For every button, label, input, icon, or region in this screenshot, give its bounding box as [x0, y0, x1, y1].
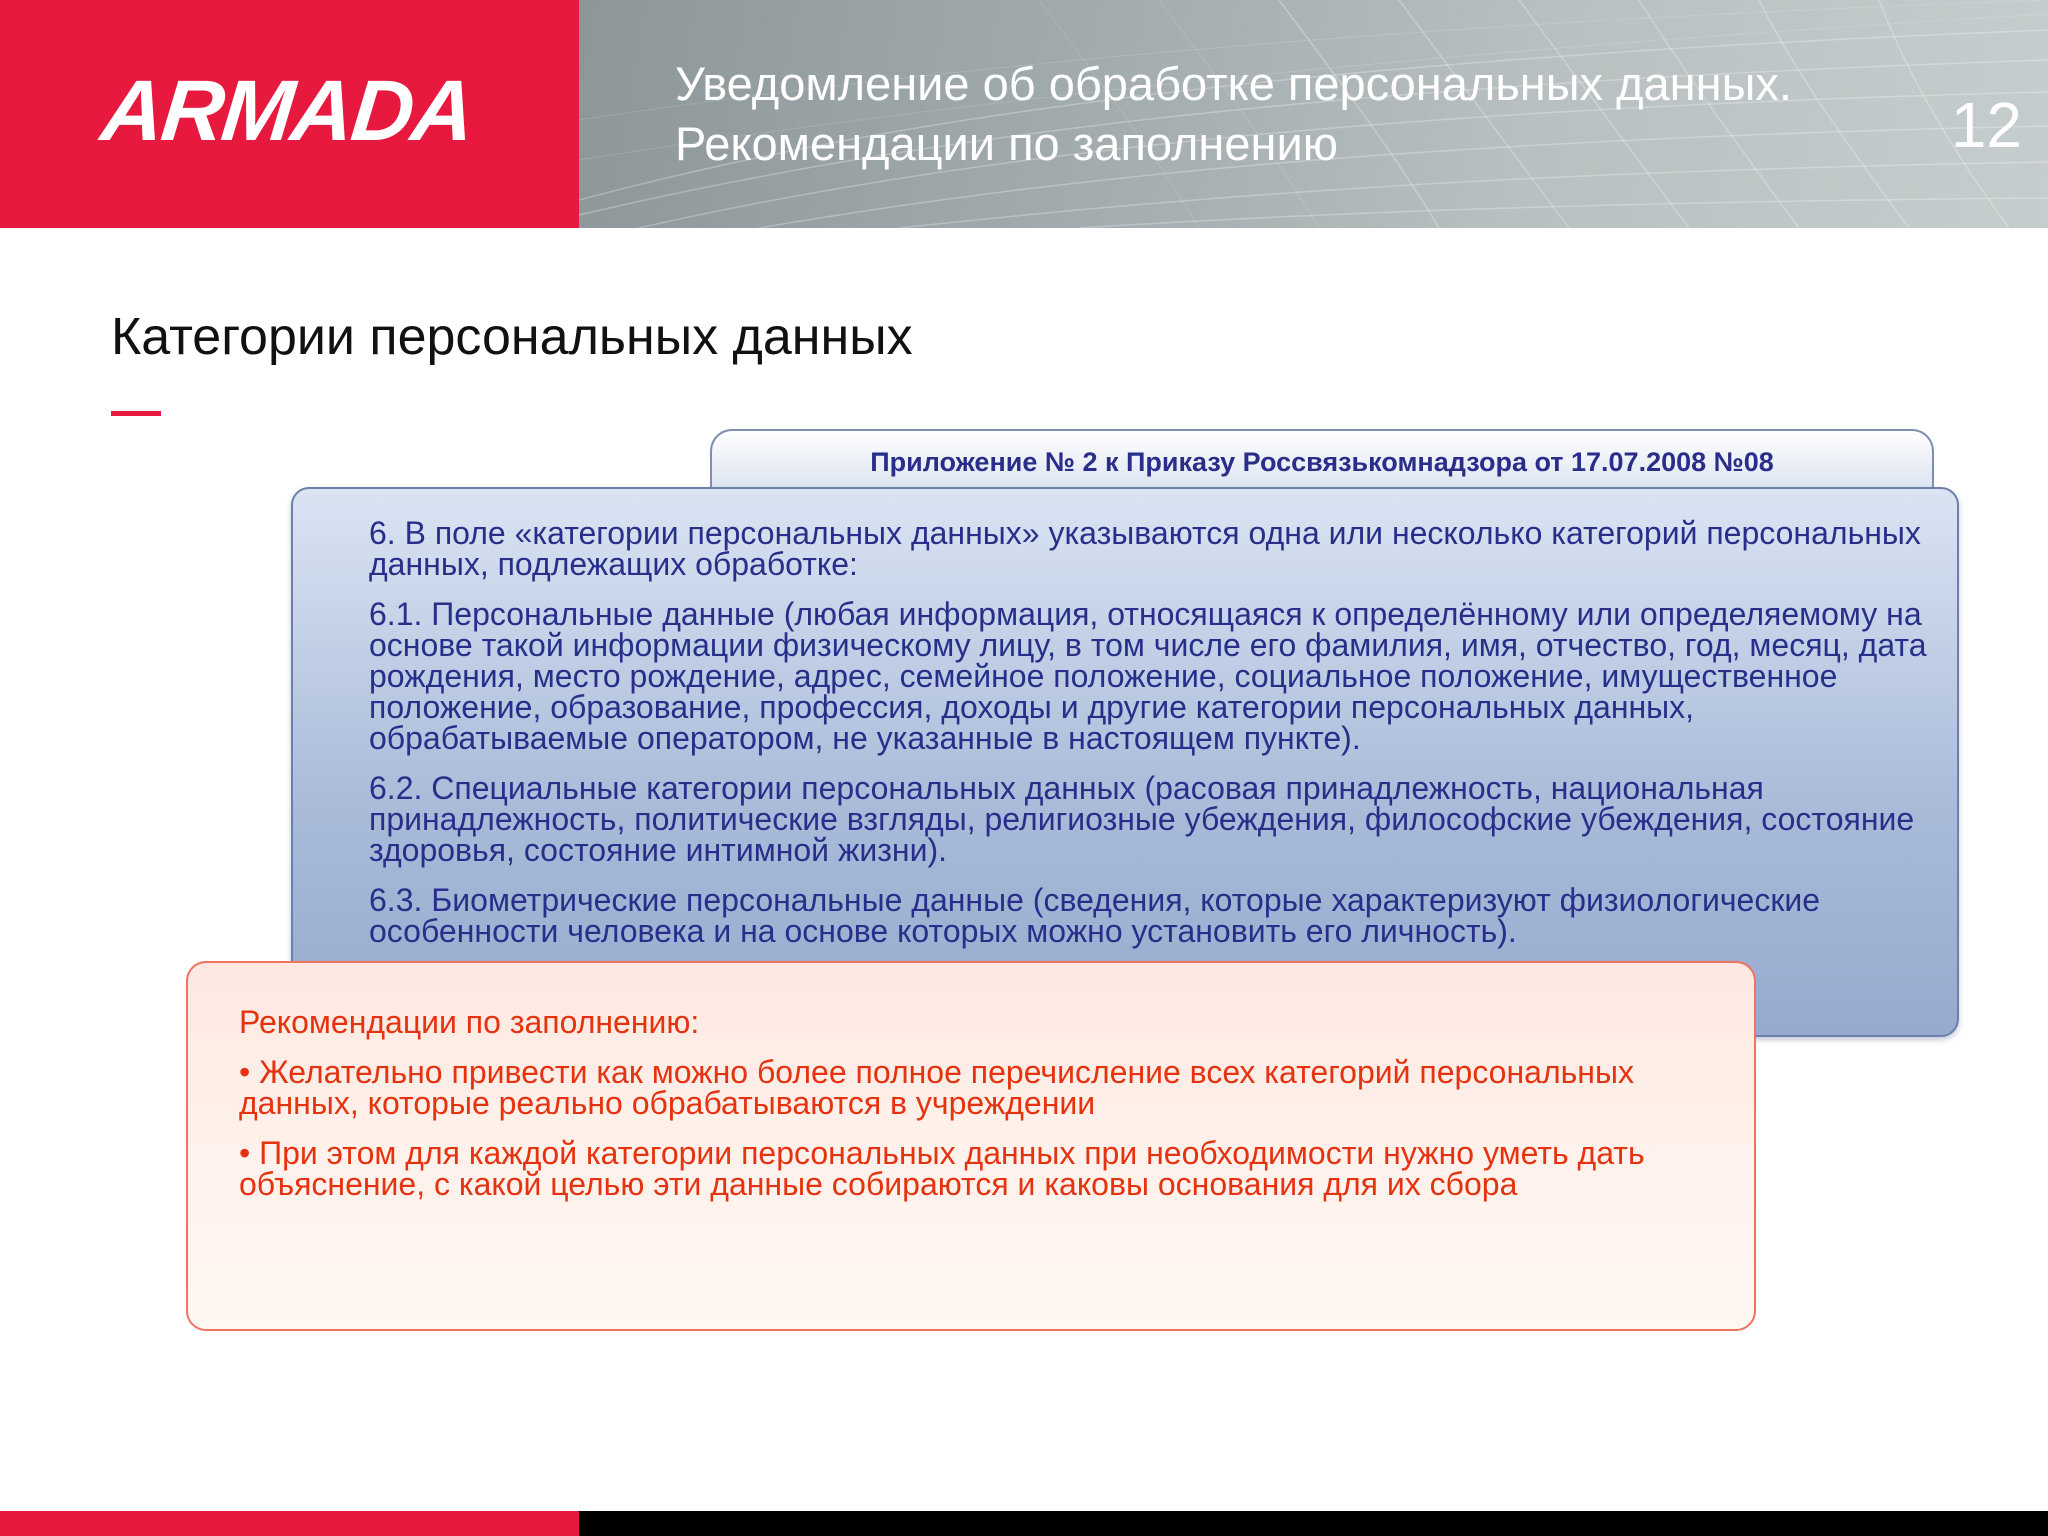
page-title: Категории персональных данных	[111, 308, 913, 366]
recommendation-item: • Желательно привести как можно более полное перечисление всех категорий персональных данных, которые реально обрабатываются в учреждении	[239, 1054, 1634, 1121]
regulation-text	[369, 515, 1929, 966]
footer-black-bar	[579, 1511, 2048, 1536]
slide-header	[0, 0, 2048, 228]
regulation-paragraph: 6.2. Специальные категории персональных данных (расовая принадлежность, национальная принадлежность, политические взгляды, религиозные убеждения, философские убеждения, состояние здоровья, состояние интимной жизни).	[369, 770, 1915, 868]
recommendation-item: • При этом для каждой категории персональных данных при необходимости нужно уметь дать объяснение, с какой целью эти данные собираются и каковы основания для их сбора	[239, 1135, 1645, 1202]
regulation-panel	[291, 487, 1959, 1037]
recommendations-panel	[186, 961, 1756, 1331]
heading-underline	[111, 411, 161, 416]
header-title-line1: Уведомление об обработке персональных данных.	[675, 57, 1792, 110]
recommendations-title: Рекомендации по заполнению:	[239, 1004, 700, 1040]
header-title	[675, 54, 1792, 174]
regulation-paragraph: 6. В поле «категории персональных данных» указываются одна или несколько категорий персональных данных, подлежащих обработке:	[369, 515, 1921, 582]
source-tab: Приложение № 2 к Приказу Россвязькомнадзора от 17.07.2008 №08	[710, 429, 1934, 493]
logo-block	[0, 0, 579, 228]
footer-red-bar	[0, 1511, 579, 1536]
regulation-paragraph: 6.3. Биометрические персональные данные (сведения, которые характеризуют физиологические особенности человека и на основе которых можно установить его личность).	[369, 882, 1820, 949]
armada-logo: ARMADA	[97, 62, 478, 159]
slide-number: 12	[1950, 89, 2022, 161]
header-title-block	[579, 0, 2048, 228]
recommendations-text	[239, 1004, 1739, 1219]
header-title-line2: Рекомендации по заполнению	[675, 117, 1338, 170]
regulation-paragraph: 6.1. Персональные данные (любая информация, относящаяся к определённому или определяемому на основе такой информации физическому лицу, в том числе его фамилия, имя, отчество, год, месяц, дата рождения, место рождение, адрес, семейное положение, социальное положение, имущественное положение, образование, профессия, доходы и другие категории персональных данных, обрабатываемые оператором, не указанные в настоящем пункте).	[369, 596, 1927, 756]
